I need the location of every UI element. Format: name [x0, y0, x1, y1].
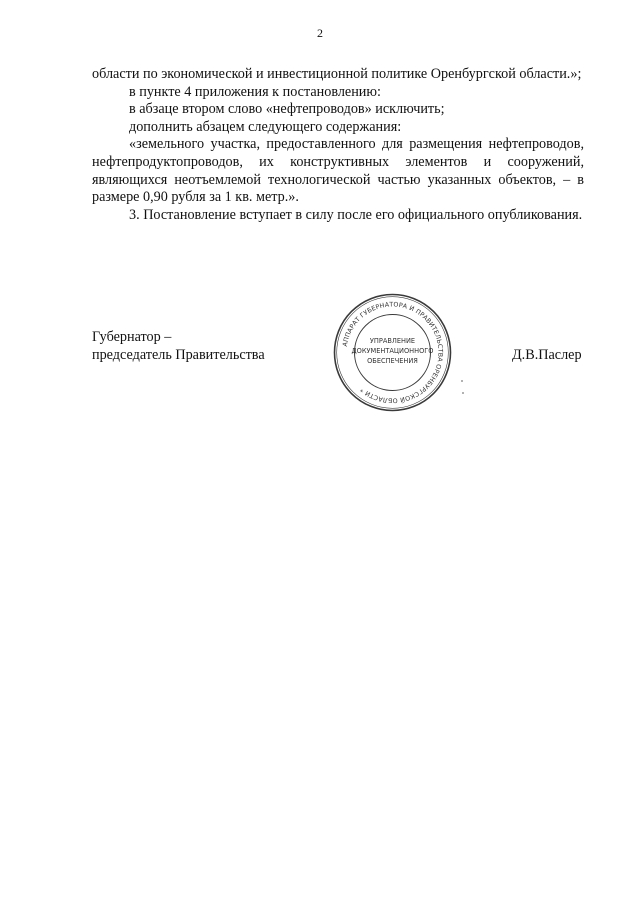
document-body — [92, 66, 584, 224]
signature-position-line1: Губернатор – — [92, 329, 172, 345]
paragraph-clause-3: 3. Постановление вступает в силу после его официального опубликования. — [129, 206, 583, 223]
seal-center-line2: ДОКУМЕНТАЦИОННОГО — [351, 347, 434, 355]
paragraph-item: в абзаце втором слово «нефтепроводов» исключить; — [129, 101, 445, 118]
seal-center-line3: ОБЕСПЕЧЕНИЯ — [367, 357, 418, 365]
official-seal — [330, 290, 455, 415]
scan-artifact — [461, 380, 463, 382]
seal-graphic — [330, 290, 455, 415]
signature-name: Д.В.Паслер — [512, 347, 582, 363]
signature-position-line2: председатель Правительства — [92, 346, 265, 363]
paragraph-item: дополнить абзацем следующего содержания: — [129, 118, 402, 135]
paragraph-quote: «земельного участка, предоставленного для размещения нефтепроводов, нефтепродуктопроводов, их конструктивных элементов и сооружений, являющихся неотъемлемой технологической частью указанных объектов, – в размере 0,90 рубля за 1 кв. метр.». — [92, 136, 584, 206]
page-number: 2 — [317, 26, 323, 40]
signature-position — [92, 329, 265, 364]
paragraph-continuation: области по экономической и инвестиционной политике Оренбургской области.»; — [92, 66, 582, 82]
scan-artifact — [462, 392, 464, 394]
seal-ring-text: АППАРАТ ГУБЕРНАТОРА И ПРАВИТЕЛЬСТВА ОРЕНБУРГСКОЙ ОБЛАСТИ * — [341, 301, 444, 404]
paragraph-item: в пункте 4 приложения к постановлению: — [129, 83, 381, 100]
seal-center-line1: УПРАВЛЕНИЕ — [369, 337, 416, 345]
